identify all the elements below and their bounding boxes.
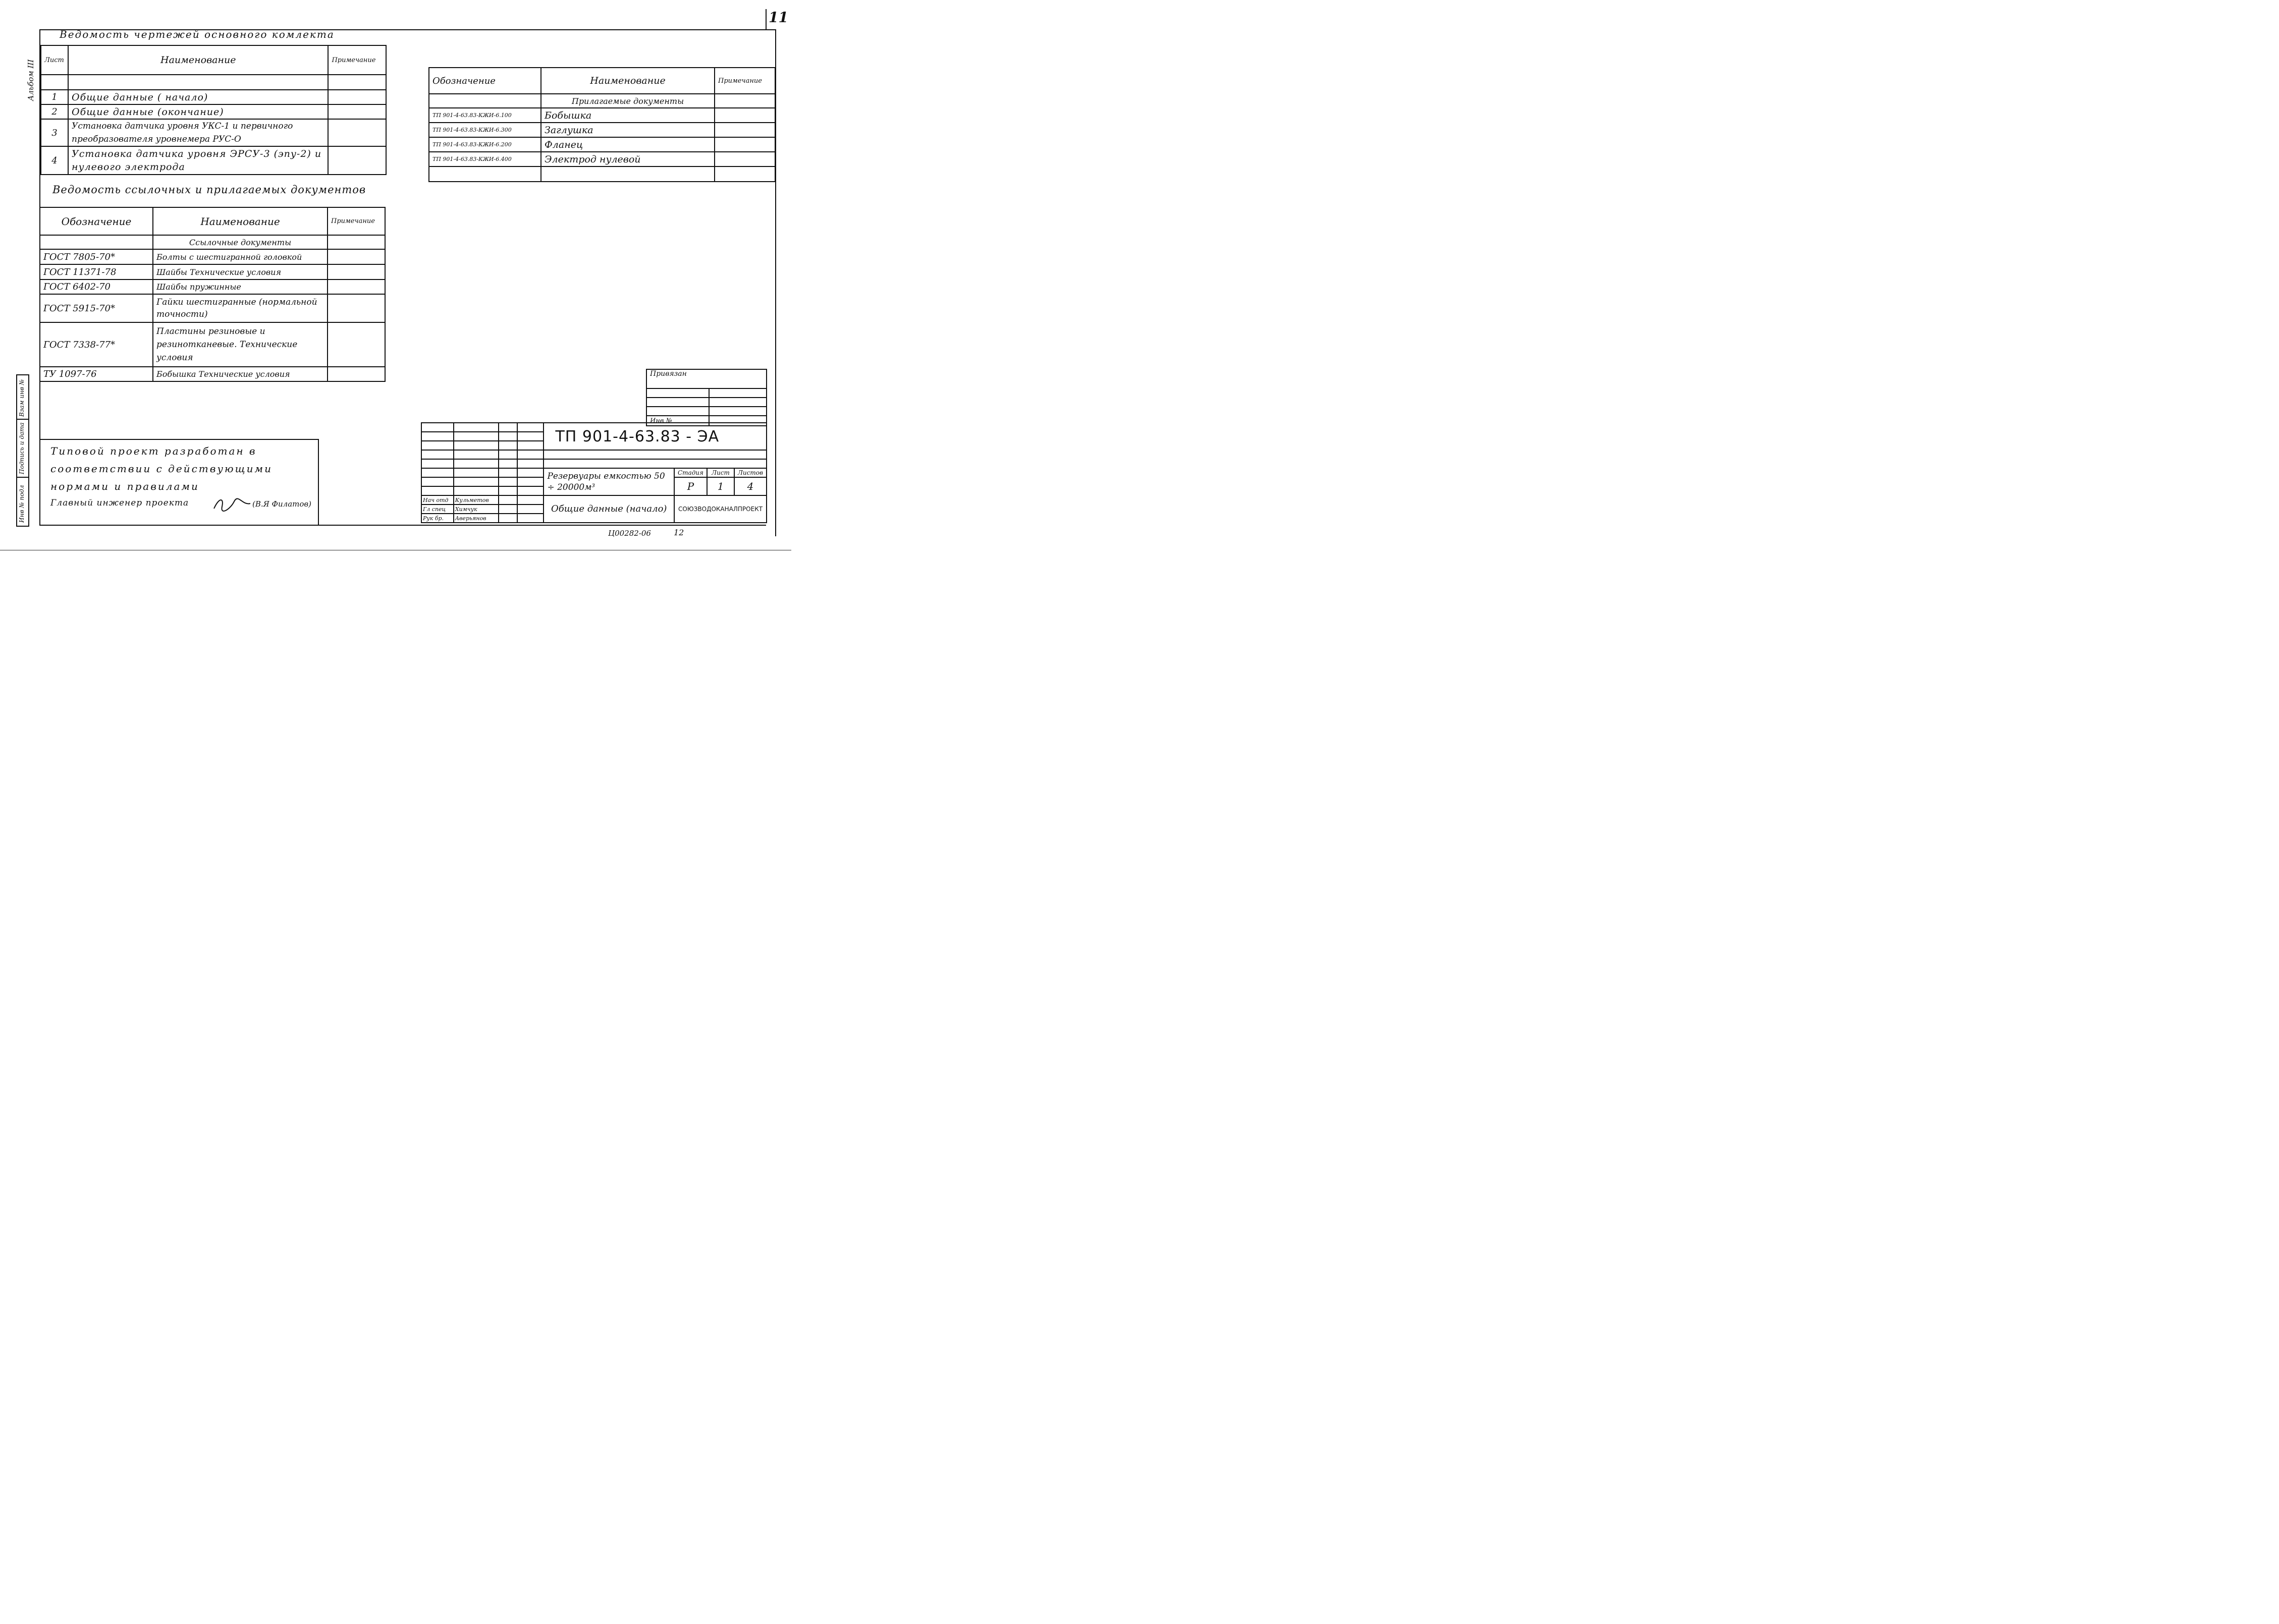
header-note: Примечание <box>328 45 386 75</box>
ref-section-label: Ссылочные документы <box>153 235 328 249</box>
stamp-page: 12 <box>674 528 684 537</box>
attached-docs-table <box>428 67 776 182</box>
stamp-number: Ц00282-06 <box>608 529 651 538</box>
staff-row: Гл спец Химчук <box>421 505 767 514</box>
table-row: ГОСТ 7338-77* Пластины резиновые и резинотканевые. Технические условия <box>40 322 385 367</box>
table-row: ТП 901-4-63.83-КЖИ-6.200 Фланец <box>429 137 775 152</box>
attached-section-label: Прилагаемые документы <box>541 94 715 108</box>
inv-label: Инв № <box>646 416 709 426</box>
main-drawings-table <box>40 45 387 175</box>
table-row: ТП 901-4-63.83-КЖИ-6.400 Электрод нулевой <box>429 152 775 166</box>
stage-value: Р <box>674 477 707 495</box>
table-row: 2 Общие данные (окончание) <box>41 104 386 119</box>
stage-label: Стадия <box>674 468 707 477</box>
main-drawings-title: Ведомость чертежей основного комлекта <box>60 28 335 40</box>
drawing-sheet <box>0 0 791 564</box>
sheet-title: Общие данные (начало) <box>544 495 674 523</box>
header-note: Примечание <box>328 207 385 235</box>
note-line-2: соответствии с действующими <box>50 463 273 475</box>
note-line-4: Главный инженер проекта <box>50 498 189 508</box>
sheet-number: 11 <box>769 9 788 26</box>
engineer-name: (В.Я Филатов) <box>252 499 311 509</box>
side-label-replace: Взам инв № <box>18 379 25 417</box>
drawing-code: ТП 901-4-63.83 - ЭА <box>544 423 767 450</box>
binding-label: Привязан <box>646 369 767 388</box>
table-row: ТП 901-4-63.83-КЖИ-6.100 Бобышка <box>429 108 775 123</box>
signature-mark <box>212 494 252 515</box>
header-sheet: Лист <box>41 45 68 75</box>
staff-row: Рук бр. Аверьянов <box>421 514 767 523</box>
side-label-sign: Подпись и дата <box>18 422 25 474</box>
table-row: ТУ 1097-76 Бобышка Технические условия <box>40 367 385 381</box>
table-row: ГОСТ 6402-70 Шайбы пружинные <box>40 279 385 294</box>
sheet-value: 1 <box>707 477 734 495</box>
side-label-inv: Инв № подл <box>18 485 25 523</box>
table-row: ГОСТ 7805-70* Болты с шестигранной головкой <box>40 249 385 264</box>
table-row: 1 Общие данные ( начало) <box>41 90 386 104</box>
sheets-label: Листов <box>734 468 767 477</box>
album-label: Альбом III <box>26 59 35 101</box>
ref-docs-title: Ведомость ссылочных и прилагаемых документов <box>52 184 366 196</box>
table-row: 4 Установка датчика уровня ЭРСУ-3 (эпу-2) и нулевого электрода <box>41 146 386 175</box>
object-title: Резервуары емкостью 50 ÷ 20000м³ <box>544 468 674 495</box>
header-name: Наименование <box>68 45 328 75</box>
staff-row: Нач отд Кульметов Общие данные (начало) СОЮЗВОДОКАНАЛПРОЕКТ <box>421 495 767 505</box>
title-block <box>421 422 767 523</box>
header-name: Наименование <box>153 207 328 235</box>
organization: СОЮЗВОДОКАНАЛПРОЕКТ <box>674 495 767 523</box>
table-row: ТП 901-4-63.83-КЖИ-6.300 Заглушка <box>429 123 775 137</box>
ref-docs-table <box>39 207 386 382</box>
note-line-3: нормами и правилами <box>50 480 199 492</box>
header-note: Примечание <box>715 68 775 94</box>
header-designation: Обозначение <box>40 207 153 235</box>
note-line-1: Типовой проект разработан в <box>50 445 257 457</box>
table-row: ГОСТ 5915-70* Гайки шестигранные (нормальной точности) <box>40 294 385 322</box>
header-designation: Обозначение <box>429 68 541 94</box>
header-name: Наименование <box>541 68 715 94</box>
table-row: ГОСТ 11371-78 Шайбы Технические условия <box>40 264 385 279</box>
sheets-value: 4 <box>734 477 767 495</box>
sheet-label: Лист <box>707 468 734 477</box>
binding-block <box>646 369 767 426</box>
table-row: 3 Установка датчика уровня УКС-1 и первичного преобразователя уровнемера РУС-О <box>41 119 386 146</box>
